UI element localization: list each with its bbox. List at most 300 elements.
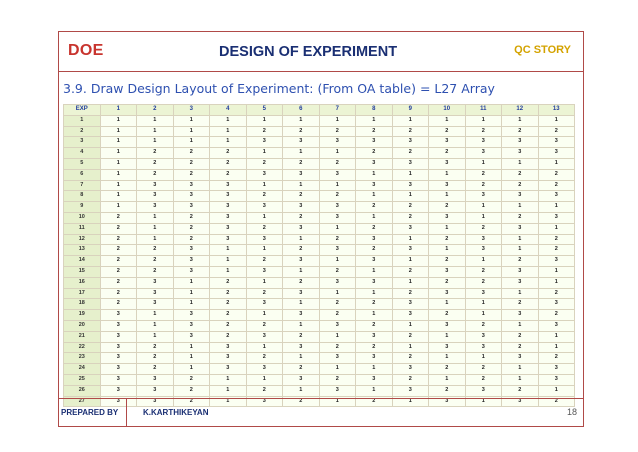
table-cell: 1 xyxy=(137,115,174,126)
table-cell: 1 xyxy=(538,277,575,288)
table-cell: 2 xyxy=(538,288,575,299)
table-cell: 1 xyxy=(246,245,283,256)
table-cell: 2 xyxy=(465,374,502,385)
table-cell: 2 xyxy=(356,223,393,234)
table-cell: 1 xyxy=(100,202,137,213)
table-cell: 3 xyxy=(319,277,356,288)
table-cell: 2 xyxy=(538,234,575,245)
table-cell: 2 xyxy=(538,180,575,191)
table-row xyxy=(64,223,575,234)
experiment-number: 3 xyxy=(64,137,101,148)
table-cell: 2 xyxy=(429,148,466,159)
table-cell: 3 xyxy=(356,374,393,385)
table-cell: 1 xyxy=(392,277,429,288)
table-row xyxy=(64,288,575,299)
table-cell: 1 xyxy=(210,126,247,137)
table-cell: 2 xyxy=(429,364,466,375)
table-cell: 3 xyxy=(100,396,137,407)
table-cell: 3 xyxy=(429,212,466,223)
table-cell: 3 xyxy=(392,137,429,148)
table-cell: 2 xyxy=(356,299,393,310)
table-cell: 1 xyxy=(429,115,466,126)
table-cell: 3 xyxy=(173,256,210,267)
table-cell: 1 xyxy=(356,288,393,299)
table-cell: 2 xyxy=(283,396,320,407)
table-cell: 3 xyxy=(100,364,137,375)
table-cell: 2 xyxy=(356,245,393,256)
table-cell: 3 xyxy=(429,158,466,169)
table-cell: 2 xyxy=(429,385,466,396)
experiment-number: 10 xyxy=(64,212,101,223)
table-cell: 1 xyxy=(137,212,174,223)
table-row xyxy=(64,299,575,310)
column-header: 7 xyxy=(319,105,356,116)
table-cell: 1 xyxy=(502,288,539,299)
table-cell: 2 xyxy=(356,148,393,159)
table-cell: 2 xyxy=(538,396,575,407)
table-cell: 3 xyxy=(283,374,320,385)
table-cell: 2 xyxy=(210,288,247,299)
table-cell: 2 xyxy=(465,320,502,331)
table-cell: 2 xyxy=(173,212,210,223)
column-header: 8 xyxy=(356,105,393,116)
table-cell: 1 xyxy=(538,115,575,126)
table-cell: 2 xyxy=(210,331,247,342)
table-cell: 1 xyxy=(283,266,320,277)
table-cell: 3 xyxy=(538,212,575,223)
table-cell: 1 xyxy=(502,364,539,375)
table-cell: 1 xyxy=(210,374,247,385)
table-cell: 1 xyxy=(429,223,466,234)
table-cell: 2 xyxy=(465,223,502,234)
table-cell: 1 xyxy=(100,169,137,180)
table-cell: 2 xyxy=(137,266,174,277)
table-cell: 3 xyxy=(210,191,247,202)
table-cell: 3 xyxy=(502,223,539,234)
table-cell: 1 xyxy=(246,342,283,353)
table-cell: 3 xyxy=(538,256,575,267)
table-cell: 3 xyxy=(283,169,320,180)
table-cell: 3 xyxy=(465,288,502,299)
table-cell: 2 xyxy=(538,353,575,364)
table-cell: 3 xyxy=(210,342,247,353)
table-cell: 1 xyxy=(538,385,575,396)
table-cell: 3 xyxy=(246,396,283,407)
table-cell: 3 xyxy=(137,191,174,202)
table-cell: 3 xyxy=(538,320,575,331)
table-cell: 3 xyxy=(137,374,174,385)
table-cell: 2 xyxy=(319,126,356,137)
table-cell: 3 xyxy=(173,191,210,202)
table-row xyxy=(64,342,575,353)
experiment-number: 13 xyxy=(64,245,101,256)
table-cell: 1 xyxy=(283,299,320,310)
table-cell: 1 xyxy=(246,374,283,385)
experiment-number: 27 xyxy=(64,396,101,407)
table-cell: 1 xyxy=(465,353,502,364)
table-cell: 3 xyxy=(173,202,210,213)
table-cell: 1 xyxy=(319,396,356,407)
slide-footer xyxy=(59,398,583,426)
table-cell: 3 xyxy=(502,310,539,321)
table-cell: 3 xyxy=(429,266,466,277)
table-cell: 3 xyxy=(137,277,174,288)
table-cell: 3 xyxy=(100,310,137,321)
table-cell: 1 xyxy=(356,266,393,277)
table-cell: 3 xyxy=(392,364,429,375)
table-cell: 3 xyxy=(538,364,575,375)
table-row xyxy=(64,331,575,342)
table-cell: 2 xyxy=(210,320,247,331)
table-cell: 1 xyxy=(283,180,320,191)
experiment-number: 1 xyxy=(64,115,101,126)
table-cell: 3 xyxy=(356,234,393,245)
table-cell: 1 xyxy=(465,212,502,223)
table-cell: 3 xyxy=(246,202,283,213)
table-row xyxy=(64,320,575,331)
table-cell: 3 xyxy=(283,202,320,213)
table-cell: 2 xyxy=(319,158,356,169)
table-cell: 3 xyxy=(246,137,283,148)
table-cell: 1 xyxy=(210,396,247,407)
exp-header: EXP xyxy=(64,105,101,116)
experiment-number: 26 xyxy=(64,385,101,396)
table-row xyxy=(64,180,575,191)
table-cell: 3 xyxy=(502,353,539,364)
table-cell: 2 xyxy=(392,212,429,223)
table-cell: 2 xyxy=(246,385,283,396)
table-cell: 2 xyxy=(319,374,356,385)
table-cell: 2 xyxy=(502,342,539,353)
table-cell: 1 xyxy=(210,137,247,148)
table-cell: 2 xyxy=(429,202,466,213)
table-cell: 3 xyxy=(173,320,210,331)
table-cell: 2 xyxy=(137,169,174,180)
table-cell: 1 xyxy=(465,202,502,213)
experiment-number: 6 xyxy=(64,169,101,180)
prepared-by-label: PREPARED BY xyxy=(59,399,127,426)
table-cell: 1 xyxy=(100,126,137,137)
experiment-number: 8 xyxy=(64,191,101,202)
table-cell: 3 xyxy=(283,310,320,321)
table-cell: 2 xyxy=(356,396,393,407)
table-cell: 3 xyxy=(246,331,283,342)
table-cell: 3 xyxy=(319,202,356,213)
table-cell: 3 xyxy=(210,353,247,364)
table-cell: 2 xyxy=(246,126,283,137)
table-cell: 1 xyxy=(465,256,502,267)
table-row xyxy=(64,364,575,375)
table-cell: 3 xyxy=(246,169,283,180)
table-cell: 3 xyxy=(465,234,502,245)
table-cell: 2 xyxy=(173,374,210,385)
table-cell: 1 xyxy=(246,310,283,321)
table-cell: 2 xyxy=(392,266,429,277)
table-cell: 3 xyxy=(137,299,174,310)
table-cell: 1 xyxy=(137,234,174,245)
table-cell: 3 xyxy=(356,331,393,342)
table-cell: 2 xyxy=(319,299,356,310)
table-cell: 2 xyxy=(502,169,539,180)
table-cell: 1 xyxy=(392,320,429,331)
experiment-number: 22 xyxy=(64,342,101,353)
experiment-number: 21 xyxy=(64,331,101,342)
table-cell: 1 xyxy=(356,310,393,321)
slide-header xyxy=(59,32,583,72)
table-cell: 1 xyxy=(502,245,539,256)
table-cell: 3 xyxy=(283,137,320,148)
table-cell: 1 xyxy=(173,299,210,310)
table-row xyxy=(64,202,575,213)
table-cell: 1 xyxy=(173,126,210,137)
table-row xyxy=(64,374,575,385)
table-cell: 2 xyxy=(210,158,247,169)
table-cell: 1 xyxy=(173,364,210,375)
table-cell: 2 xyxy=(319,310,356,321)
table-cell: 3 xyxy=(246,299,283,310)
experiment-number: 23 xyxy=(64,353,101,364)
table-cell: 1 xyxy=(173,277,210,288)
table-cell: 3 xyxy=(538,374,575,385)
table-cell: 3 xyxy=(210,202,247,213)
table-cell: 1 xyxy=(465,396,502,407)
table-cell: 2 xyxy=(137,158,174,169)
table-cell: 1 xyxy=(319,364,356,375)
table-cell: 2 xyxy=(356,202,393,213)
table-cell: 2 xyxy=(100,277,137,288)
table-cell: 3 xyxy=(538,191,575,202)
table-cell: 2 xyxy=(429,234,466,245)
table-cell: 3 xyxy=(100,331,137,342)
table-cell: 2 xyxy=(538,169,575,180)
table-cell: 1 xyxy=(173,137,210,148)
table-cell: 1 xyxy=(210,115,247,126)
table-cell: 1 xyxy=(502,158,539,169)
table-cell: 1 xyxy=(392,169,429,180)
table-cell: 3 xyxy=(465,385,502,396)
experiment-number: 12 xyxy=(64,234,101,245)
table-cell: 1 xyxy=(502,374,539,385)
table-cell: 2 xyxy=(137,353,174,364)
table-cell: 1 xyxy=(137,137,174,148)
table-cell: 1 xyxy=(137,223,174,234)
experiment-number: 7 xyxy=(64,180,101,191)
table-row xyxy=(64,310,575,321)
table-cell: 2 xyxy=(246,223,283,234)
table-cell: 3 xyxy=(100,342,137,353)
table-cell: 2 xyxy=(246,320,283,331)
table-cell: 1 xyxy=(465,158,502,169)
table-cell: 3 xyxy=(429,137,466,148)
experiment-number: 16 xyxy=(64,277,101,288)
table-cell: 3 xyxy=(502,191,539,202)
table-cell: 2 xyxy=(283,245,320,256)
table-cell: 2 xyxy=(319,234,356,245)
table-cell: 3 xyxy=(319,212,356,223)
table-header-row xyxy=(64,105,575,116)
table-cell: 1 xyxy=(283,115,320,126)
slide-title: DESIGN OF EXPERIMENT xyxy=(219,44,398,60)
column-header: 3 xyxy=(173,105,210,116)
table-cell: 1 xyxy=(173,353,210,364)
table-cell: 1 xyxy=(100,137,137,148)
table-cell: 2 xyxy=(246,288,283,299)
table-cell: 3 xyxy=(173,180,210,191)
table-row xyxy=(64,212,575,223)
table-cell: 1 xyxy=(210,256,247,267)
table-cell: 2 xyxy=(502,385,539,396)
table-cell: 2 xyxy=(210,148,247,159)
table-cell: 2 xyxy=(210,277,247,288)
table-cell: 2 xyxy=(210,169,247,180)
table-cell: 1 xyxy=(429,169,466,180)
table-cell: 1 xyxy=(502,234,539,245)
table-cell: 3 xyxy=(283,256,320,267)
table-cell: 1 xyxy=(356,169,393,180)
experiment-number: 24 xyxy=(64,364,101,375)
column-header: 11 xyxy=(465,105,502,116)
slide-subtitle: 3.9. Draw Design Layout of Experiment: (From OA table) = L27 Array xyxy=(63,81,495,96)
table-cell: 1 xyxy=(173,115,210,126)
table-cell: 1 xyxy=(429,331,466,342)
table-cell: 1 xyxy=(538,202,575,213)
table-cell: 1 xyxy=(429,245,466,256)
table-cell: 2 xyxy=(319,191,356,202)
table-cell: 3 xyxy=(283,342,320,353)
table-cell: 1 xyxy=(283,385,320,396)
table-cell: 1 xyxy=(392,396,429,407)
doe-label: DOE xyxy=(68,42,104,59)
table-cell: 2 xyxy=(429,277,466,288)
table-cell: 3 xyxy=(429,288,466,299)
table-cell: 3 xyxy=(429,396,466,407)
table-cell: 3 xyxy=(319,353,356,364)
table-cell: 3 xyxy=(392,299,429,310)
table-cell: 2 xyxy=(465,126,502,137)
table-cell: 2 xyxy=(392,288,429,299)
table-cell: 3 xyxy=(319,320,356,331)
table-cell: 2 xyxy=(137,256,174,267)
table-cell: 1 xyxy=(356,115,393,126)
table-cell: 1 xyxy=(319,115,356,126)
table-row xyxy=(64,148,575,159)
table-cell: 1 xyxy=(100,191,137,202)
table-cell: 1 xyxy=(137,310,174,321)
table-cell: 1 xyxy=(502,320,539,331)
table-cell: 3 xyxy=(173,266,210,277)
experiment-number: 2 xyxy=(64,126,101,137)
table-row xyxy=(64,353,575,364)
table-cell: 3 xyxy=(502,137,539,148)
table-cell: 1 xyxy=(210,385,247,396)
table-cell: 1 xyxy=(502,202,539,213)
table-cell: 1 xyxy=(210,245,247,256)
table-cell: 3 xyxy=(356,158,393,169)
table-cell: 3 xyxy=(392,158,429,169)
table-cell: 2 xyxy=(173,385,210,396)
table-cell: 3 xyxy=(210,212,247,223)
table-cell: 2 xyxy=(319,266,356,277)
table-cell: 3 xyxy=(392,223,429,234)
table-cell: 1 xyxy=(319,148,356,159)
table-cell: 1 xyxy=(392,191,429,202)
table-cell: 1 xyxy=(100,180,137,191)
table-cell: 2 xyxy=(429,310,466,321)
table-cell: 3 xyxy=(502,396,539,407)
table-cell: 2 xyxy=(283,364,320,375)
column-header: 4 xyxy=(210,105,247,116)
table-cell: 3 xyxy=(465,137,502,148)
table-cell: 2 xyxy=(210,299,247,310)
table-cell: 1 xyxy=(319,223,356,234)
table-cell: 3 xyxy=(429,342,466,353)
experiment-number: 14 xyxy=(64,256,101,267)
table-cell: 2 xyxy=(100,212,137,223)
table-cell: 1 xyxy=(283,234,320,245)
table-cell: 1 xyxy=(319,256,356,267)
table-cell: 1 xyxy=(100,115,137,126)
experiment-number: 9 xyxy=(64,202,101,213)
table-cell: 2 xyxy=(173,396,210,407)
table-cell: 2 xyxy=(356,342,393,353)
table-cell: 1 xyxy=(392,115,429,126)
table-cell: 2 xyxy=(100,234,137,245)
table-cell: 2 xyxy=(502,331,539,342)
table-cell: 1 xyxy=(137,126,174,137)
experiment-number: 18 xyxy=(64,299,101,310)
table-cell: 1 xyxy=(465,115,502,126)
table-cell: 1 xyxy=(429,374,466,385)
table-cell: 1 xyxy=(246,115,283,126)
column-header: 1 xyxy=(100,105,137,116)
table-cell: 2 xyxy=(465,364,502,375)
table-cell: 1 xyxy=(538,158,575,169)
experiment-number: 20 xyxy=(64,320,101,331)
table-cell: 2 xyxy=(100,299,137,310)
table-cell: 1 xyxy=(356,191,393,202)
table-row xyxy=(64,234,575,245)
table-cell: 3 xyxy=(392,310,429,321)
table-cell: 1 xyxy=(246,277,283,288)
column-header: 2 xyxy=(137,105,174,116)
table-cell: 2 xyxy=(502,180,539,191)
table-cell: 3 xyxy=(356,256,393,267)
table-cell: 2 xyxy=(246,256,283,267)
table-cell: 1 xyxy=(283,148,320,159)
table-cell: 1 xyxy=(429,299,466,310)
table-cell: 3 xyxy=(173,331,210,342)
table-row xyxy=(64,256,575,267)
table-cell: 3 xyxy=(246,266,283,277)
table-cell: 2 xyxy=(538,245,575,256)
experiment-number: 4 xyxy=(64,148,101,159)
table-cell: 1 xyxy=(392,342,429,353)
table-body xyxy=(64,115,575,407)
table-cell: 3 xyxy=(392,245,429,256)
table-cell: 3 xyxy=(283,288,320,299)
table-cell: 3 xyxy=(319,385,356,396)
table-cell: 3 xyxy=(465,331,502,342)
table-cell: 3 xyxy=(210,364,247,375)
table-cell: 3 xyxy=(465,148,502,159)
table-row xyxy=(64,137,575,148)
table-row xyxy=(64,115,575,126)
table-cell: 2 xyxy=(246,158,283,169)
table-cell: 2 xyxy=(173,234,210,245)
experiment-number: 17 xyxy=(64,288,101,299)
qc-story-label: QC STORY xyxy=(514,44,571,56)
table-cell: 1 xyxy=(392,256,429,267)
